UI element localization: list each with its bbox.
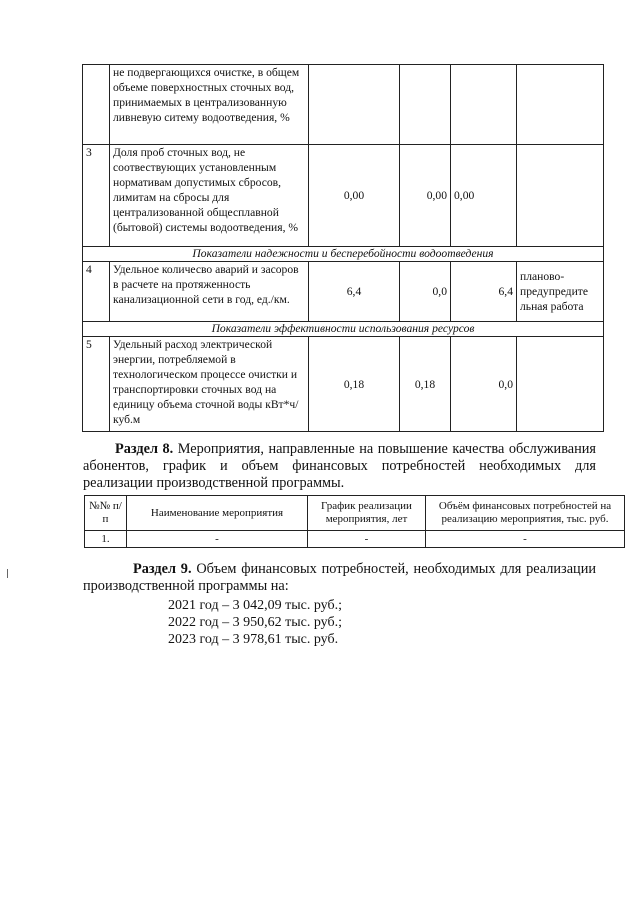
measures-table [84, 495, 625, 548]
column-header: Наименование мероприятия [127, 496, 308, 531]
margin-mark [7, 569, 8, 578]
table-row [83, 65, 604, 145]
section-header-row [83, 322, 604, 337]
section-title: Показатели надежности и бесперебойности водоотведения [83, 247, 604, 262]
year-2023-line: 2023 год – 3 978,61 тыс. руб. [168, 632, 339, 647]
row-number: 5 [83, 337, 110, 432]
section-9-heading: Раздел 9. [133, 561, 192, 577]
note: планово-предупредите льная работа [517, 262, 604, 322]
section-header-row [83, 247, 604, 262]
table-row [85, 531, 625, 548]
section-8-text: Мероприятия, направленные на повышение качества обслуживания абонентов, график и объем финансовых потребностей необходимых для реализации производственной программы. [83, 441, 596, 491]
column-header: Объём финансовых потребностей на реализацию мероприятия, тыс. руб. [426, 496, 625, 531]
section-9-text: Объем финансовых потребностей, необходимых для реализации производственной программы на: [83, 561, 597, 594]
table-cell: - [426, 531, 625, 548]
section-title: Показатели эффективности использования ресурсов [83, 322, 604, 337]
indicators-table [82, 64, 604, 432]
section-8-paragraph [83, 441, 596, 492]
section-8-heading: Раздел 8. [115, 441, 174, 457]
table-row [83, 145, 604, 247]
indicator-name: Удельное количесво аварий и засоров в расчете на протяженность канализационной сети в год, ед./км. [110, 262, 309, 322]
table-cell: - [308, 531, 426, 548]
column-header: График реализации мероприятия, лет [308, 496, 426, 531]
table-row [83, 262, 604, 322]
value-1: 0,00 [309, 145, 400, 247]
section-9-paragraph [83, 561, 596, 595]
value-1: 0,18 [309, 337, 400, 432]
value-3: 6,4 [451, 262, 517, 322]
indicator-name: Удельный расход электрической энергии, потребляемой в технологическом процессе очистки и транспортировки сточных вод на единицу объема сточной воды кВт*ч/куб.м [110, 337, 309, 432]
value-2: 0,18 [400, 337, 451, 432]
note [517, 65, 604, 145]
value-1 [309, 65, 400, 145]
value-2 [400, 65, 451, 145]
column-header: №№ п/п [85, 496, 127, 531]
value-3: 0,00 [451, 145, 517, 247]
row-number [83, 65, 110, 145]
table-row [83, 337, 604, 432]
table-cell: 1. [85, 531, 127, 548]
year-2022-line: 2022 год – 3 950,62 тыс. руб.; [168, 615, 342, 630]
value-1: 6,4 [309, 262, 400, 322]
value-3 [451, 65, 517, 145]
indicator-name: Доля проб сточных вод, не соотвествующих установленным нормативам допустимых сбросов, лимитам на сбросы для централизованной общесплавной (бытовой) системы водоотведения, % [110, 145, 309, 247]
indicator-name: не подвергающихся очистке, в общем объеме поверхностных сточных вод, принимаемых в централизованную ливневую ситему водоотведения, % [110, 65, 309, 145]
year-2021-line: 2021 год – 3 042,09 тыс. руб.; [168, 598, 342, 613]
note [517, 337, 604, 432]
value-3: 0,0 [451, 337, 517, 432]
table-cell: - [127, 531, 308, 548]
note [517, 145, 604, 247]
value-2: 0,00 [400, 145, 451, 247]
row-number: 3 [83, 145, 110, 247]
table-header-row [85, 496, 625, 531]
value-2: 0,0 [400, 262, 451, 322]
row-number: 4 [83, 262, 110, 322]
